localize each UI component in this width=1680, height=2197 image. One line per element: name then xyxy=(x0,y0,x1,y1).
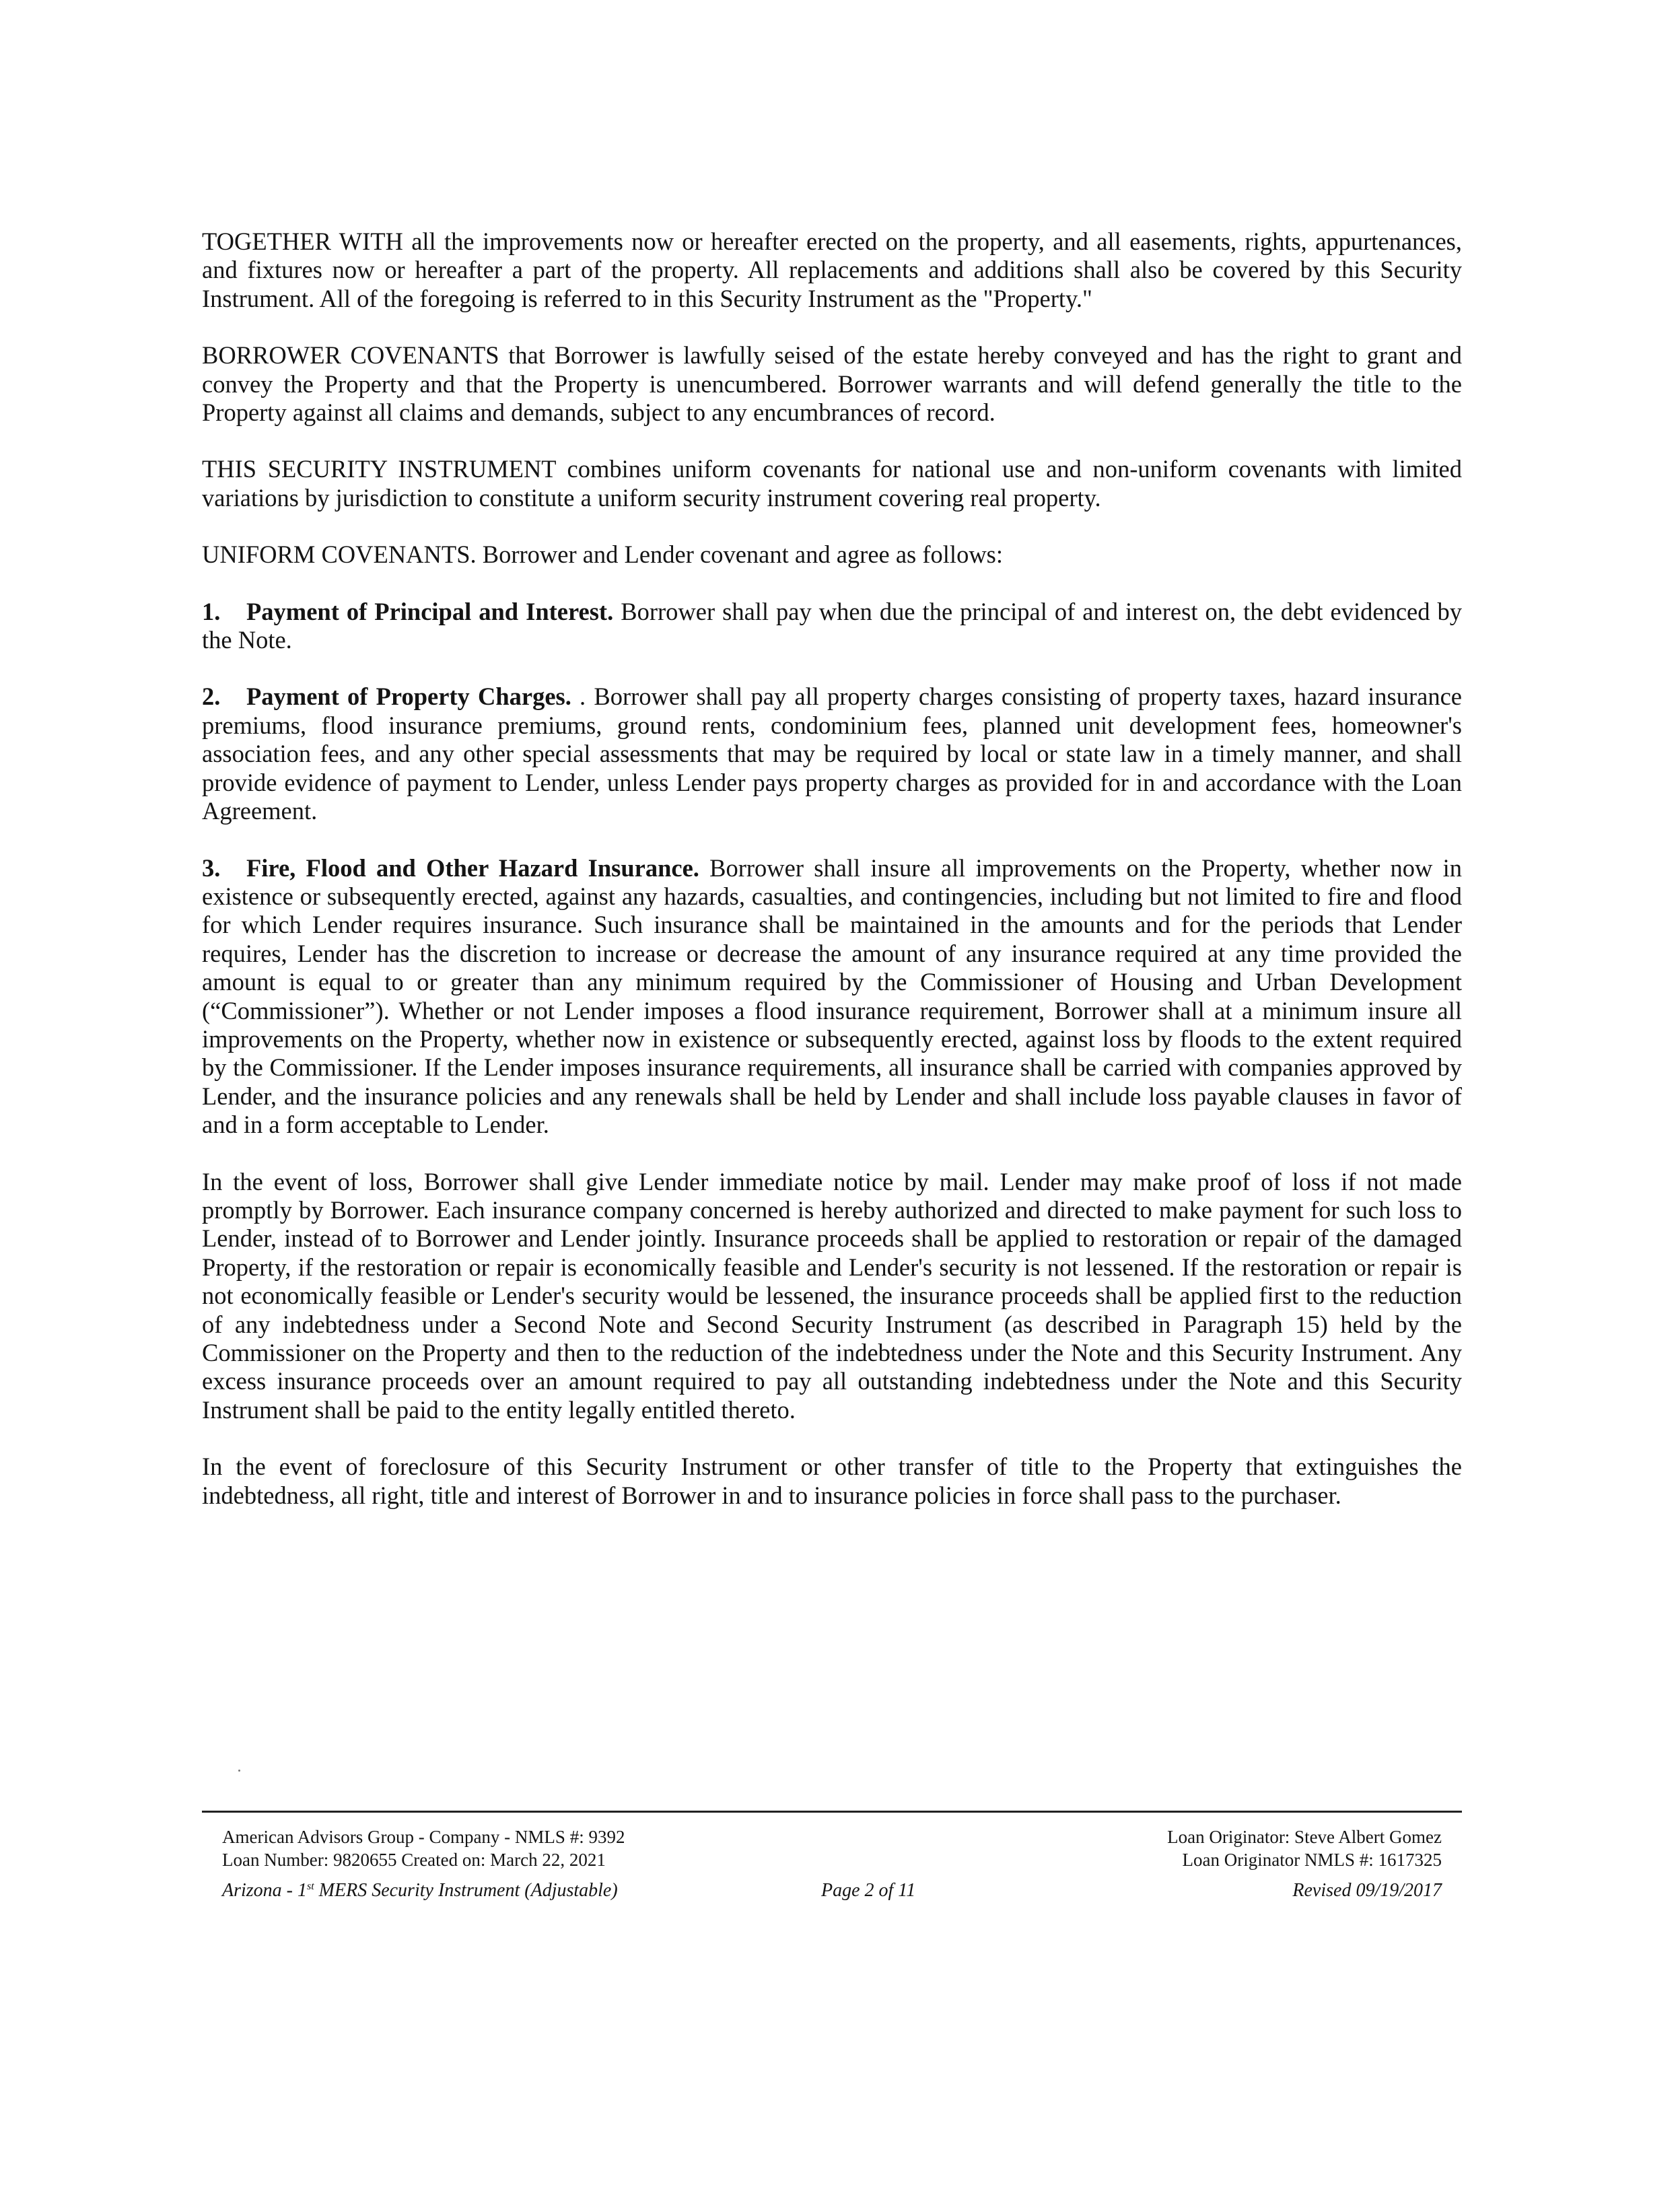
form-name-prefix: Arizona - 1 xyxy=(222,1880,307,1901)
document-body xyxy=(202,228,1462,1538)
footer-divider xyxy=(202,1811,1462,1813)
borrower-covenants-paragraph: BORROWER COVENANTS that Borrower is lawfully seised of the estate hereby conveyed and has the right to grant and convey the Property and that the Property is unencumbered. Borrower warrants and will defend generally the title to the Property against all claims and demands, subject to any encumbrances of record. xyxy=(202,341,1462,427)
covenant-text: Borrower shall insure all improvements on the Property, whether now in existence or subsequently erected, against any hazards, casualties, and contingencies, including but not limited to fire and flood for which Lender requires insurance. Such insurance shall be maintained in the amounts and for the periods that Lender requires, Lender has the discretion to increase or decrease the amount of any insurance required at any time provided the amount is equal to or greater than any minimum required by the Commissioner of Housing and Urban Development (“Commissioner”). Whether or not Lender imposes a flood insurance requirement, Borrower shall at a minimum insure all improvements on the Property, whether now in existence or subsequently erected, against loss by floods to the extent required by the Commissioner. If the Lender imposes insurance requirements, all insurance shall be carried with companies approved by Lender, and the insurance policies and any renewals shall be held by Lender and shall include loss payable clauses in favor of and in a form acceptable to Lender. xyxy=(202,853,1462,1139)
page-number: Page 2 of 11 xyxy=(821,1880,916,1901)
footer-left xyxy=(222,1825,625,1871)
form-name xyxy=(222,1880,618,1902)
covenant-1 xyxy=(202,598,1462,655)
covenant-number: 2. xyxy=(202,683,221,711)
covenant-text: . Borrower shall pay all property charges consisting of property taxes, hazard insurance premiums, flood insurance premiums, ground rents, condominium fees, planned unit development fees, homeowner's association fees, and any other special assessments that may be required by local or state law in a timely manner, and shall provide evidence of payment to Lender, unless Lender pays property charges as provided for in and accordance with the Loan Agreement. xyxy=(202,683,1463,825)
loan-originator-line: Loan Originator: Steve Albert Gomez xyxy=(1167,1827,1442,1847)
security-instrument-paragraph: THIS SECURITY INSTRUMENT combines uniform covenants for national use and non-uniform covenants with limited variations by jurisdiction to constitute a uniform security instrument covering real property. xyxy=(202,455,1462,512)
covenant-text: Borrower shall pay when due the principal of and interest on, the debt evidenced by the Note. xyxy=(202,597,1463,654)
covenant-heading: Payment of Principal and Interest. xyxy=(246,597,614,625)
footer-right xyxy=(1167,1825,1442,1871)
footer-meta xyxy=(222,1880,1442,1902)
company-line: American Advisors Group - Company - NMLS #: 9392 xyxy=(222,1827,625,1847)
originator-nmls-line: Loan Originator NMLS #: 1617325 xyxy=(1182,1850,1442,1870)
form-name-suffix: MERS Security Instrument (Adjustable) xyxy=(314,1880,618,1901)
covenant-number: 1. xyxy=(202,597,221,625)
covenant-heading: Payment of Property Charges. xyxy=(246,683,571,711)
uniform-covenants-paragraph: UNIFORM COVENANTS. Borrower and Lender covenant and agree as follows: xyxy=(202,540,1004,569)
scan-speck xyxy=(238,1770,240,1772)
form-name-superscript: st xyxy=(307,1881,314,1892)
covenant-3 xyxy=(202,854,1462,1140)
footer-info xyxy=(222,1825,1442,1871)
covenant-number: 3. xyxy=(202,853,221,882)
together-with-paragraph: TOGETHER WITH all the improvements now or hereafter erected on the property, and all easements, rights, appurtenances, and fixtures now or hereafter a part of the property. All replacements and additions shall also be covered by this Security Instrument. All of the foregoing is referred to in this Security Instrument as the "Property." xyxy=(202,228,1462,312)
loan-number-line: Loan Number: 9820655 Created on: March 22, 2021 xyxy=(222,1850,606,1870)
insurance-loss-paragraph: In the event of loss, Borrower shall give Lender immediate notice by mail. Lender may make proof of loss if not made promptly by Borrower. Each insurance company concerned is hereby authorized and directed to make payment for such loss to Lender, instead of to Borrower and Lender jointly. Insurance proceeds shall be applied to restoration or repair of the damaged Property, if the restoration or repair is economically feasible and Lender's security is not lessened. If the restoration or repair is not economically feasible or Lender's security would be lessened, the insurance proceeds shall be applied first to the reduction of any indebtedness under a Second Note and Second Security Instrument (as described in Paragraph 15) held by the Commissioner on the Property and then to the reduction of the indebtedness under the Note and this Security Instrument. Any excess insurance proceeds over an amount required to pay all outstanding indebtedness under the Note and this Security Instrument shall be paid to the entity legally entitled thereto. xyxy=(202,1167,1462,1424)
revision-date: Revised 09/19/2017 xyxy=(1292,1880,1442,1901)
covenant-heading: Fire, Flood and Other Hazard Insurance. xyxy=(246,853,699,882)
foreclosure-paragraph: In the event of foreclosure of this Security Instrument or other transfer of title to the Property that extinguishes the indebtedness, all right, title and interest of Borrower in and to insurance policies in force shall pass to the purchaser. xyxy=(202,1453,1462,1509)
covenant-2 xyxy=(202,683,1462,825)
